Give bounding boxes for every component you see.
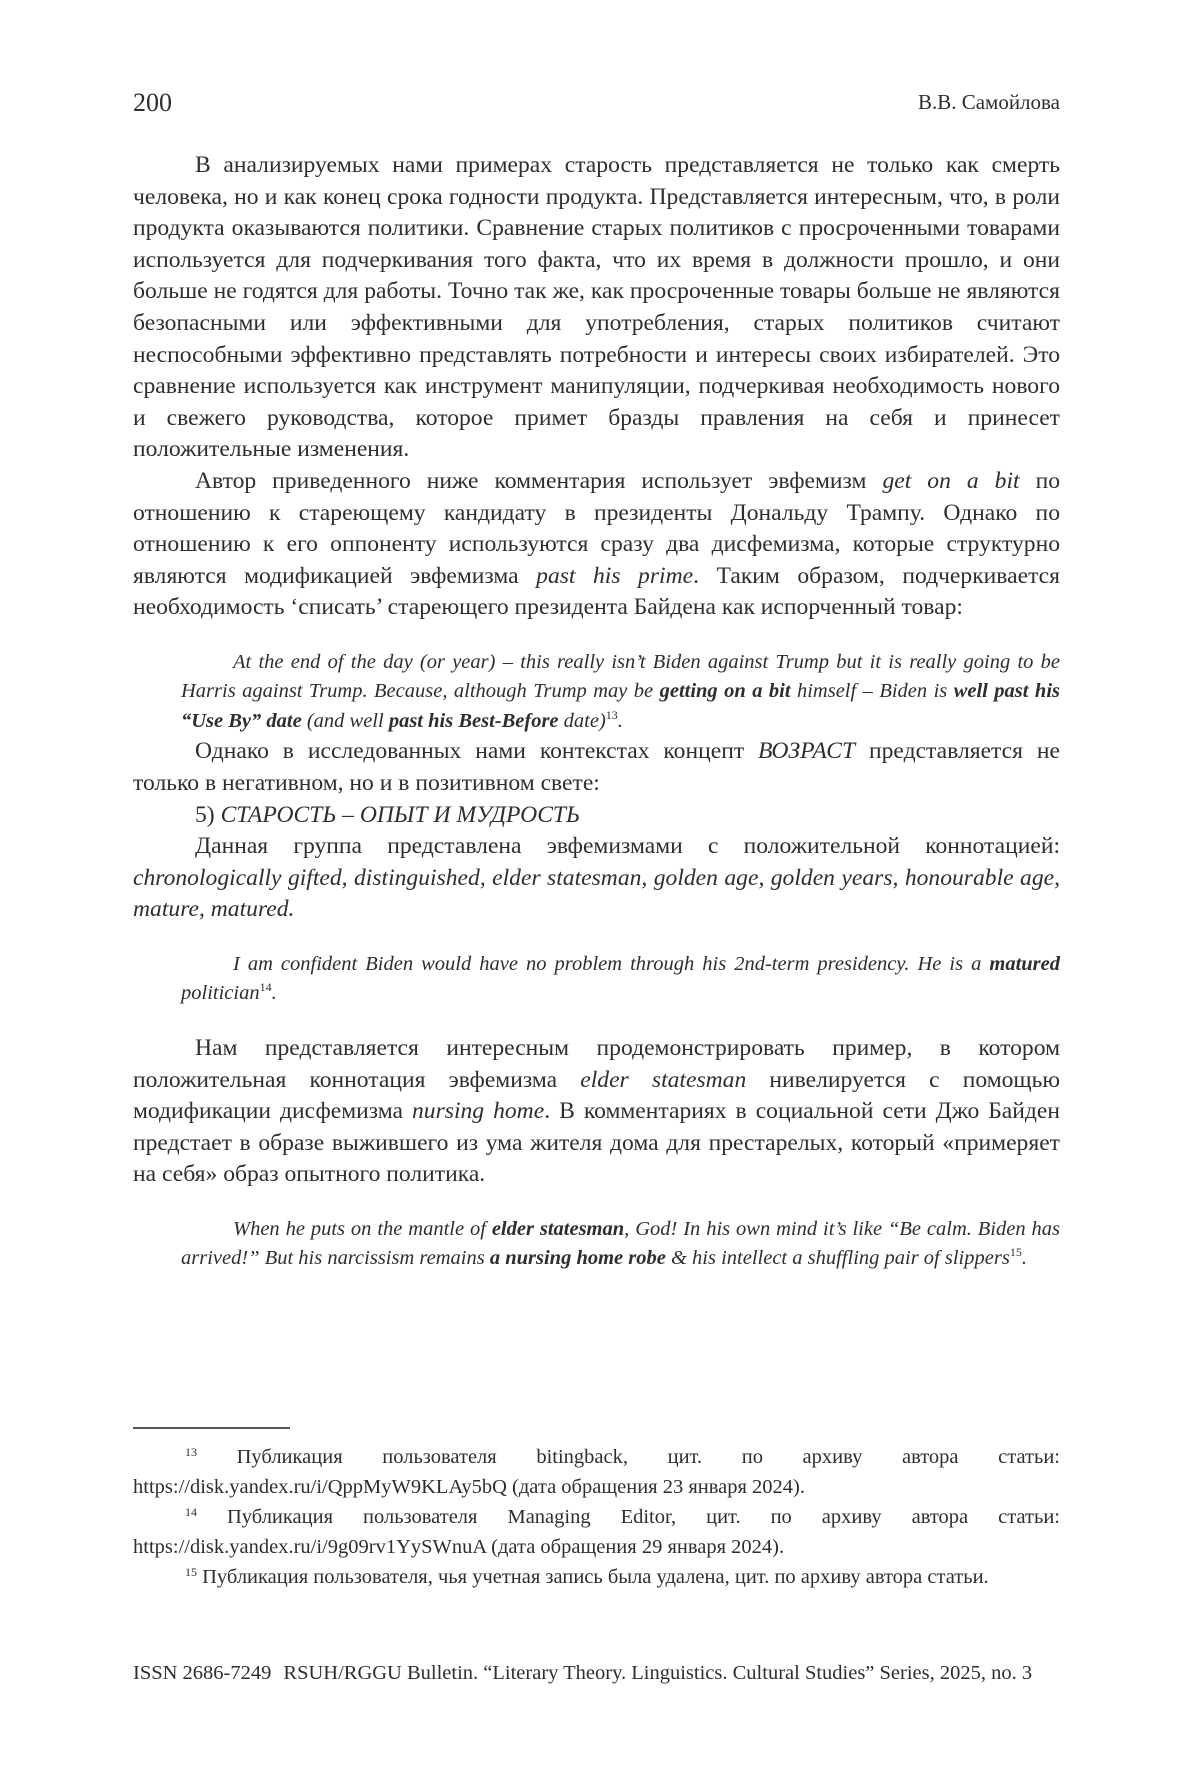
quote-fragment: (and well <box>301 709 389 732</box>
footnote <box>133 1442 1060 1502</box>
block-quote <box>181 648 1060 737</box>
quote-fragment: . <box>271 982 277 1005</box>
quote-fragment: . <box>1021 1247 1027 1270</box>
paragraph-text: представляется не только в негативном, но и в позитивном свете: <box>133 738 1060 796</box>
quote-fragment: . <box>617 709 623 732</box>
paragraph-text: Нам представляется интересным продемонстрировать пример, в котором положительная коннотация эвфемизма <box>133 1034 1060 1093</box>
quote-fragment: date) <box>558 709 606 732</box>
quote-fragment: & his intellect a shuffling pair of slippers <box>665 1247 1010 1270</box>
paragraph: В анализируемых нами примерах старость представляется не только как смерть человека, но и как конец срока годности продукта. Представляется интересным, что, в роли продукта оказываются политики. Сравнение старых политиков с просроченными товарами используется для подчеркивания того факта, что их время в должности прошло, и они больше не годятся для работы. Точно так же, как просроченные товары больше не являются безопасными или эффективными для употребления, старых политиков считают неспособными эффективно представлять потребности и интересы своих избирателей. Это сравнение используется как инструмент манипуляции, подчеркивая необходимость нового и свежего руководства, которое примет бразды правления на себя и принесет положительные изменения. <box>133 152 1060 463</box>
footnote-ref[interactable]: 15 <box>1009 1245 1022 1260</box>
running-head-author: В.В. Самойлова <box>917 90 1060 114</box>
quote-text <box>181 950 1060 1009</box>
page-footer <box>133 1662 1060 1685</box>
footnote-ref[interactable]: 14 <box>259 980 272 995</box>
running-head <box>133 88 1060 118</box>
block-quote <box>181 950 1060 1009</box>
article-body <box>133 150 1060 1274</box>
highlighted-term: well past his “Use By” date <box>181 680 1060 732</box>
paragraph-text: Данная группа представлена эвфемизмами с положительной коннотацией: <box>195 833 1060 860</box>
heading-number: 5) <box>195 801 221 828</box>
paragraph <box>133 466 1060 624</box>
quote-fragment: , God! In his own mind it’s like “Be calm. Biden has arrived!” But his narcissism remains <box>181 1217 1060 1270</box>
euphemism-term: get on a bit <box>882 467 1020 494</box>
footnotes <box>133 1442 1060 1592</box>
paragraph-text: . Таким образом, подчеркивается необходимость ‘списать’ стареющего президента Байдена как испорченный товар: <box>133 562 1060 621</box>
footnote-text: Публикация пользователя bitingback, цит. по архиву автора статьи: https://disk.yandex.ru/i/QppMyW9KLAy5bQ (дата обращения 23 января 2024). <box>133 1446 1061 1498</box>
footnote <box>133 1562 1060 1592</box>
highlighted-term: past his Best-Before <box>388 709 559 732</box>
highlighted-term: getting on a bit <box>659 680 791 703</box>
footnote-number: 14 <box>185 1505 197 1519</box>
footnote-separator <box>133 1427 290 1429</box>
heading-title: СТАРОСТЬ – ОПЫТ И МУДРОСТЬ <box>220 801 580 828</box>
highlighted-term: matured <box>989 952 1060 975</box>
paragraph <box>133 1033 1060 1191</box>
paragraph-text: . В комментариях в социальной сети Джо Байден предстает в образе выжившего из ума жителя дома для престарелых, который «примеряет на себя» образ опытного политика. <box>133 1098 1060 1188</box>
concept-term: ВОЗРАСТ <box>758 738 856 765</box>
paragraph-text: Однако в исследованных нами контекстах концепт <box>195 738 759 765</box>
paragraph <box>133 831 1060 926</box>
dysphemism-term: nursing home <box>411 1098 545 1125</box>
footnote-ref[interactable]: 13 <box>605 707 618 722</box>
section-heading <box>133 800 1060 832</box>
highlighted-term: elder statesman <box>491 1217 625 1240</box>
footnote-text: Публикация пользователя, чья учетная запись была удалена, цит. по архиву автора статьи. <box>202 1566 989 1588</box>
paragraph-text: нивелируется с помощью модификации дисфемизма <box>133 1066 1060 1125</box>
footnote-text: Публикация пользователя Managing Editor, цит. по архиву автора статьи: https://disk.yandex.ru/i/9g09rv1YySWnuA (дата обращения 29 января 2024). <box>133 1506 1060 1558</box>
quote-fragment: I am confident Biden would have no problem through his 2nd-term presidency. He is a <box>233 952 990 975</box>
quote-text <box>181 648 1060 737</box>
paragraph <box>133 736 1060 799</box>
quote-fragment: When he puts on the mantle of <box>233 1217 492 1240</box>
spacer <box>133 1009 1060 1033</box>
quote-fragment: At the end of the day (or year) – this really isn’t Biden against Trump but it is really going to be Harris against Trump. Because, although Trump may be <box>181 650 1060 703</box>
quote-text <box>181 1215 1060 1274</box>
page-number: 200 <box>133 88 172 117</box>
footnote <box>133 1502 1060 1562</box>
block-quote <box>181 1215 1060 1274</box>
footer-journal: RSUH/RGGU Bulletin. “Literary Theory. Linguistics. Cultural Studies” Series, 2025, no. 3 <box>283 1662 1033 1684</box>
footnote-number: 13 <box>185 1445 197 1459</box>
euphemism-term: past his prime <box>536 562 694 589</box>
quote-fragment: politician <box>181 982 260 1005</box>
euphemism-list: chronologically gifted, distinguished, elder statesman, golden age, golden years, honourable age, mature, matured. <box>133 864 1060 923</box>
paragraph-text: по отношению к стареющему кандидату в президенты Дональду Трампу. Однако по отношению к его оппоненту используются сразу два дисфемизма, которые структурно являются модификацией эвфемизма <box>133 467 1060 589</box>
footnote-number: 15 <box>185 1565 197 1579</box>
paragraph-text: Автор приведенного ниже комментария использует эвфемизм <box>195 467 883 494</box>
quote-fragment: himself – Biden is <box>790 680 954 703</box>
footer-issn: ISSN 2686-7249 <box>133 1662 272 1684</box>
highlighted-term: a nursing home robe <box>489 1247 666 1270</box>
euphemism-term: elder statesman <box>580 1066 747 1093</box>
